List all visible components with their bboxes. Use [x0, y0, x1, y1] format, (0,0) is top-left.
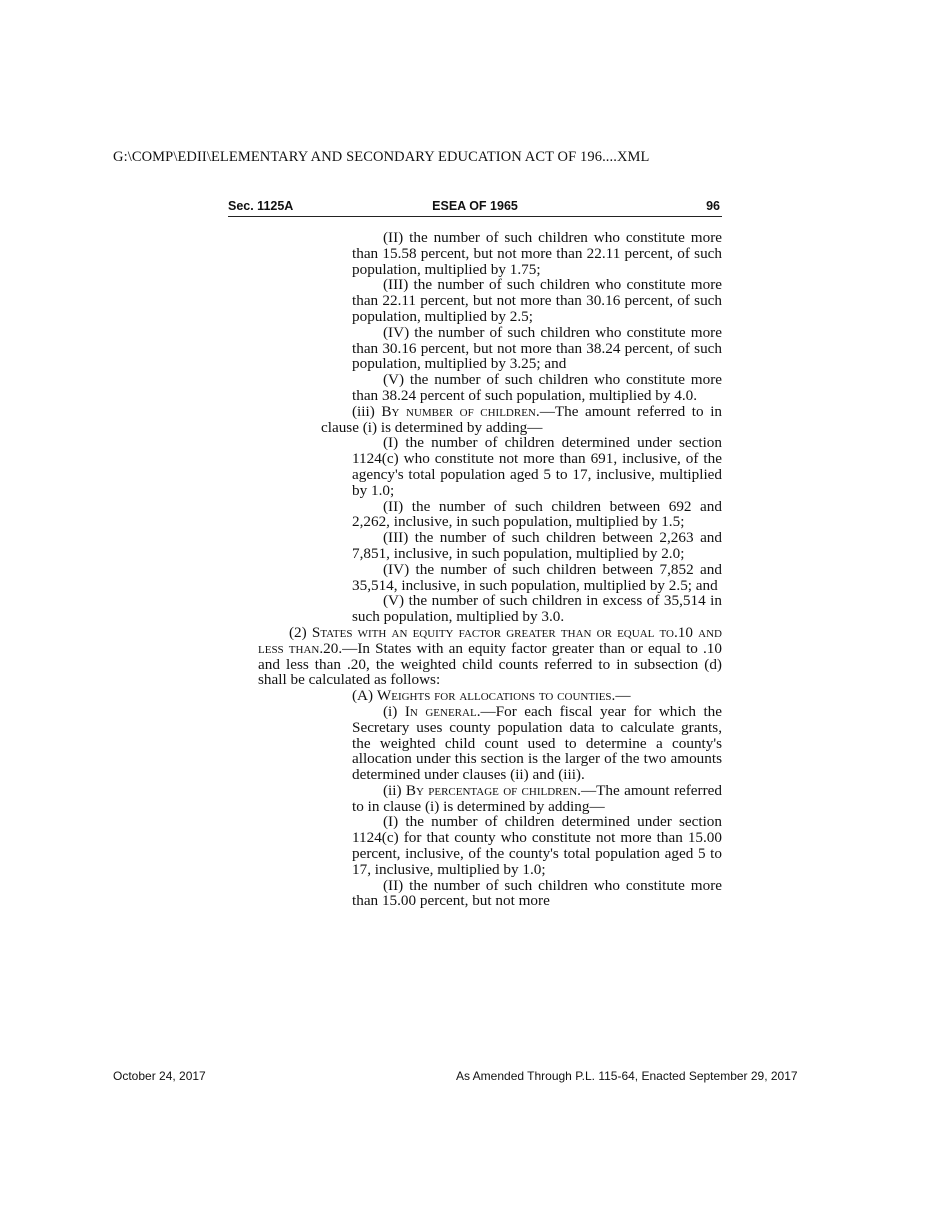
- running-head: [228, 198, 722, 217]
- footer-amended-note: As Amended Through P.L. 115-64, Enacted September 29, 2017: [456, 1069, 798, 1083]
- file-path-header: G:\COMP\EDII\ELEMENTARY AND SECONDARY EDUCATION ACT OF 196....XML: [113, 149, 650, 165]
- clause-lead: (iii): [352, 402, 382, 420]
- act-title: ESEA OF 1965: [432, 199, 518, 213]
- clause-text: .—For each fiscal year for which the Secretary uses county population data to calculate grants, the weighted child count used to determine a county's allocation under this section is the larger of the two amounts determined under clauses (ii) and (iii).: [352, 702, 722, 784]
- page-number: 96: [706, 199, 720, 213]
- paragraph-lead: (2): [289, 623, 312, 641]
- clause-text: .—The amount referred to in clause (i) is determined by adding—: [352, 781, 722, 815]
- footer-date: October 24, 2017: [113, 1069, 206, 1083]
- subclause-I: (I) the number of children determined under section 1124(c) for that county who constitute not more than 15.00 percent, inclusive, of the county's total population aged 5 to 17, inclusive, multiplied by 1.0;: [352, 813, 722, 878]
- clause-lead: (ii): [383, 781, 406, 799]
- subparagraph-lead: (A): [352, 687, 377, 705]
- clause-text: .—The amount referred to in clause (i) is determined by adding—: [321, 402, 723, 436]
- clause-i: [352, 704, 722, 783]
- subparagraph-A: [321, 688, 722, 704]
- subclause-II: (II) the number of such children between 692 and 2,262, inclusive, in such population, multiplied by 1.5;: [352, 497, 722, 531]
- clause-ii: [352, 783, 722, 815]
- paragraph-heading: States with an equity factor greater than or equal to.10 and less than.20: [258, 623, 722, 657]
- subclause-V: (V) the number of such children in excess of 35,514 in such population, multiplied by 3.0.: [352, 592, 722, 626]
- subclause-III: (III) the number of such children who constitute more than 22.11 percent, but not more than 30.16 percent, of such population, multiplied by 2.5;: [352, 276, 722, 325]
- subclause-I: (I) the number of children determined under section 1124(c) who constitute not more than 691, inclusive, of the agency's total population aged 5 to 17, inclusive, multiplied by 1.0;: [352, 434, 722, 499]
- clause-heading: In general: [404, 702, 477, 720]
- statute-body: [0, 230, 950, 909]
- section-number: Sec. 1125A: [228, 199, 294, 213]
- subclause-II: (II) the number of such children who constitute more than 15.00 percent, but not more: [352, 876, 722, 910]
- clause-iii: [321, 404, 722, 436]
- paragraph-2: [258, 625, 722, 688]
- subparagraph-heading: Weights for allocations to counties: [376, 687, 612, 705]
- subparagraph-text: .—: [611, 687, 631, 705]
- clause-heading: By percentage of children: [405, 781, 578, 799]
- subclause-II: (II) the number of such children who constitute more than 15.58 percent, but not more than 22.11 percent, of such population, multiplied by 1.75;: [352, 229, 722, 278]
- subclause-III: (III) the number of such children between 2,263 and 7,851, inclusive, in such population, multiplied by 2.0;: [352, 529, 722, 562]
- clause-lead: (i): [383, 702, 405, 720]
- subclause-IV: (IV) the number of such children between 7,852 and 35,514, inclusive, in such population, multiplied by 2.5; and: [352, 560, 722, 594]
- subclause-V: (V) the number of such children who constitute more than 38.24 percent of such population, multiplied by 4.0.: [352, 371, 722, 404]
- paragraph-text: .—In States with an equity factor greater than or equal to .10 and less than .20, the weighted child counts referred to in subsection (d) shall be calculated as follows:: [258, 639, 722, 689]
- clause-heading: By number of children: [381, 402, 536, 420]
- subclause-IV: (IV) the number of such children who constitute more than 30.16 percent, but not more than 38.24 percent, of such population, multiplied by 3.25; and: [352, 323, 722, 373]
